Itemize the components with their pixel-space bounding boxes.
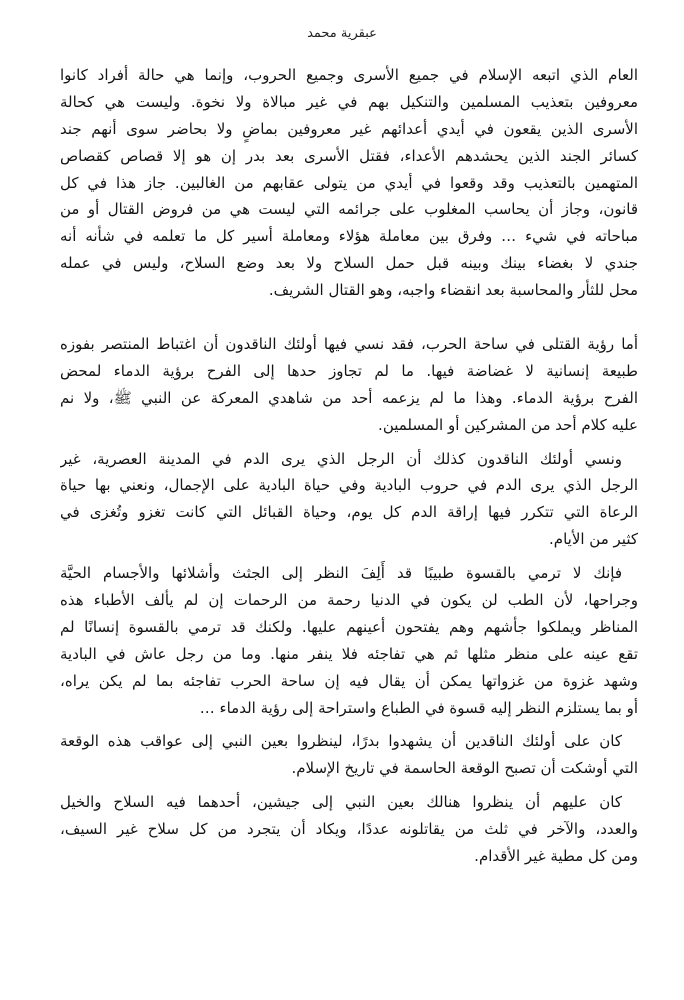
paragraph-space xyxy=(60,553,638,560)
text-line: جندي لا بغضاء بينك وبينه قبل حمل السلاح ولا بعد وضع السلاح، وليس في عمله xyxy=(60,254,638,273)
section-gap xyxy=(60,304,638,331)
text-line: كان على أولئك الناقدين أن يشهدوا بدرًا، لينظروا بعين النبي إلى عواقب هذه الوقعة xyxy=(60,732,622,751)
paragraph-2 xyxy=(60,331,638,439)
text-line: المتهمين بالتعذيب وقد وقعوا في أيدي من يتولى عقابهم من الغالبين. جاز هذا في كل xyxy=(60,173,638,192)
text-line: كثير من الأيام. xyxy=(549,530,638,549)
text-line: كان عليهم أن ينظروا هنالك بعين النبي إلى جيشين، أحدهما فيه السلاح والخيل xyxy=(60,793,622,812)
text-line: التي أوشكت أن تصبح الوقعة الحاسمة في تاريخ الإسلام. xyxy=(291,759,638,778)
text-line: والعدد، والآخر في ثلث من يقاتلونه عددًا، ويكاد أن يتجرد من كل سلاح غير السيف، xyxy=(60,820,638,839)
text-line: الرجل الذي يرى الدم في حروب البادية وفي حياة البادية على الإجمال، ونعني بها حياة xyxy=(60,476,638,495)
text-line: فإنك لا ترمي بالقسوة طبيبًا قد أَلِفَ النظر إلى الجثث وأشلائها والأجسام الحيَّة xyxy=(60,564,622,583)
text-line: معروفين بتعذيب المسلمين والتنكيل بهم في غير مبالاة ولا نخوة. وليست هي كحالة xyxy=(60,92,638,111)
text-line: مباحاته في شيء … وفرق بين معاملة هؤلاء ومعاملة أسير كل ما تعلمه في شأنه أنه xyxy=(60,227,638,246)
paragraph-1 xyxy=(60,62,638,304)
text-line: أما رؤية القتلى في ساحة الحرب، فقد نسي فيها أولئك الناقدون أن اغتباط المنتصر بفوزه xyxy=(60,335,638,354)
text-line: المناظر ويملكوا جأشهم وهم يفتحون أعينهم عليها. ولكنك قد ترمي بالقسوة إنسانًا لم xyxy=(60,617,638,636)
text-line: أو بما يستلزم النظر إليه قسوة في الطباع واستراحة إلى رؤية الدماء … xyxy=(199,698,638,717)
paragraph-space xyxy=(60,782,638,789)
text-line: وشهد غزوة من غزواتها يمكن أن يقال فيه إن ساحة الحرب تفاجئه بما لم يكن يراه، xyxy=(60,671,638,690)
paragraph-5 xyxy=(60,728,638,782)
text-line: الفرح برؤية الدماء. وهذا ما لم يزعمه أحد من شاهدي المعركة عن النبي ﷺ، ولا نم xyxy=(60,388,638,407)
paragraph-4 xyxy=(60,560,638,721)
paragraph-space xyxy=(60,439,638,446)
text-line: قانون، وجاز أن يحاسب المغلوب على جرائمه التي ليست هي من فروض القتال أو من xyxy=(60,200,638,219)
text-line: الأسرى الذين يقعون في أيدي أعدائهم غير معروفين بماضٍ ولا بحاضر سوى أنهم جند xyxy=(60,119,638,138)
text-line: عليه كلام أحد من المشركين أو المسلمين. xyxy=(378,415,638,434)
text-line: محل للثأر والمحاسبة بعد انقضاء واجبه، وهو القتال الشريف. xyxy=(268,281,638,300)
text-line: تقع عينه على منظر مثلها ثم هي تفاجئه فلا ينفر منها. وما من رجل عاش في البادية xyxy=(60,644,638,663)
paragraph-6 xyxy=(60,789,638,870)
paragraph-3 xyxy=(60,446,638,554)
text-line: كسائر الجند الذين يحشدهم الأعداء، فقتل الأسرى بعد بدر إن هو إلا قصاص كقصاص xyxy=(60,146,638,165)
text-line: ونسي أولئك الناقدون كذلك أن الرجل الذي يرى الدم في المدينة العصرية، غير xyxy=(60,449,622,468)
running-header: عبقرية محمد xyxy=(307,26,377,41)
text-line: الرعاة التي تتكرر فيها إراقة الدم كل يوم، وحياة القبائل التي كانت تغزو وتُغزى في xyxy=(60,503,638,522)
body-text xyxy=(60,62,638,870)
text-line: وجراحها، لأن الطب لن يكون في الدنيا رحمة من الرحمات إن لم يألف الأطباء هذه xyxy=(60,591,638,610)
text-line: طبيعة إنسانية لا غضاضة فيها. ما لم تجاوز حدها إلى الفرح برؤية الدماء لمحض xyxy=(60,361,638,380)
text-line: العام الذي اتبعه الإسلام في جميع الأسرى وجميع الحروب، وإنما هي حالة أفراد كانوا xyxy=(60,66,638,84)
text-line: ومن كل مطية غير الأقدام. xyxy=(474,847,638,866)
paragraph-space xyxy=(60,721,638,728)
